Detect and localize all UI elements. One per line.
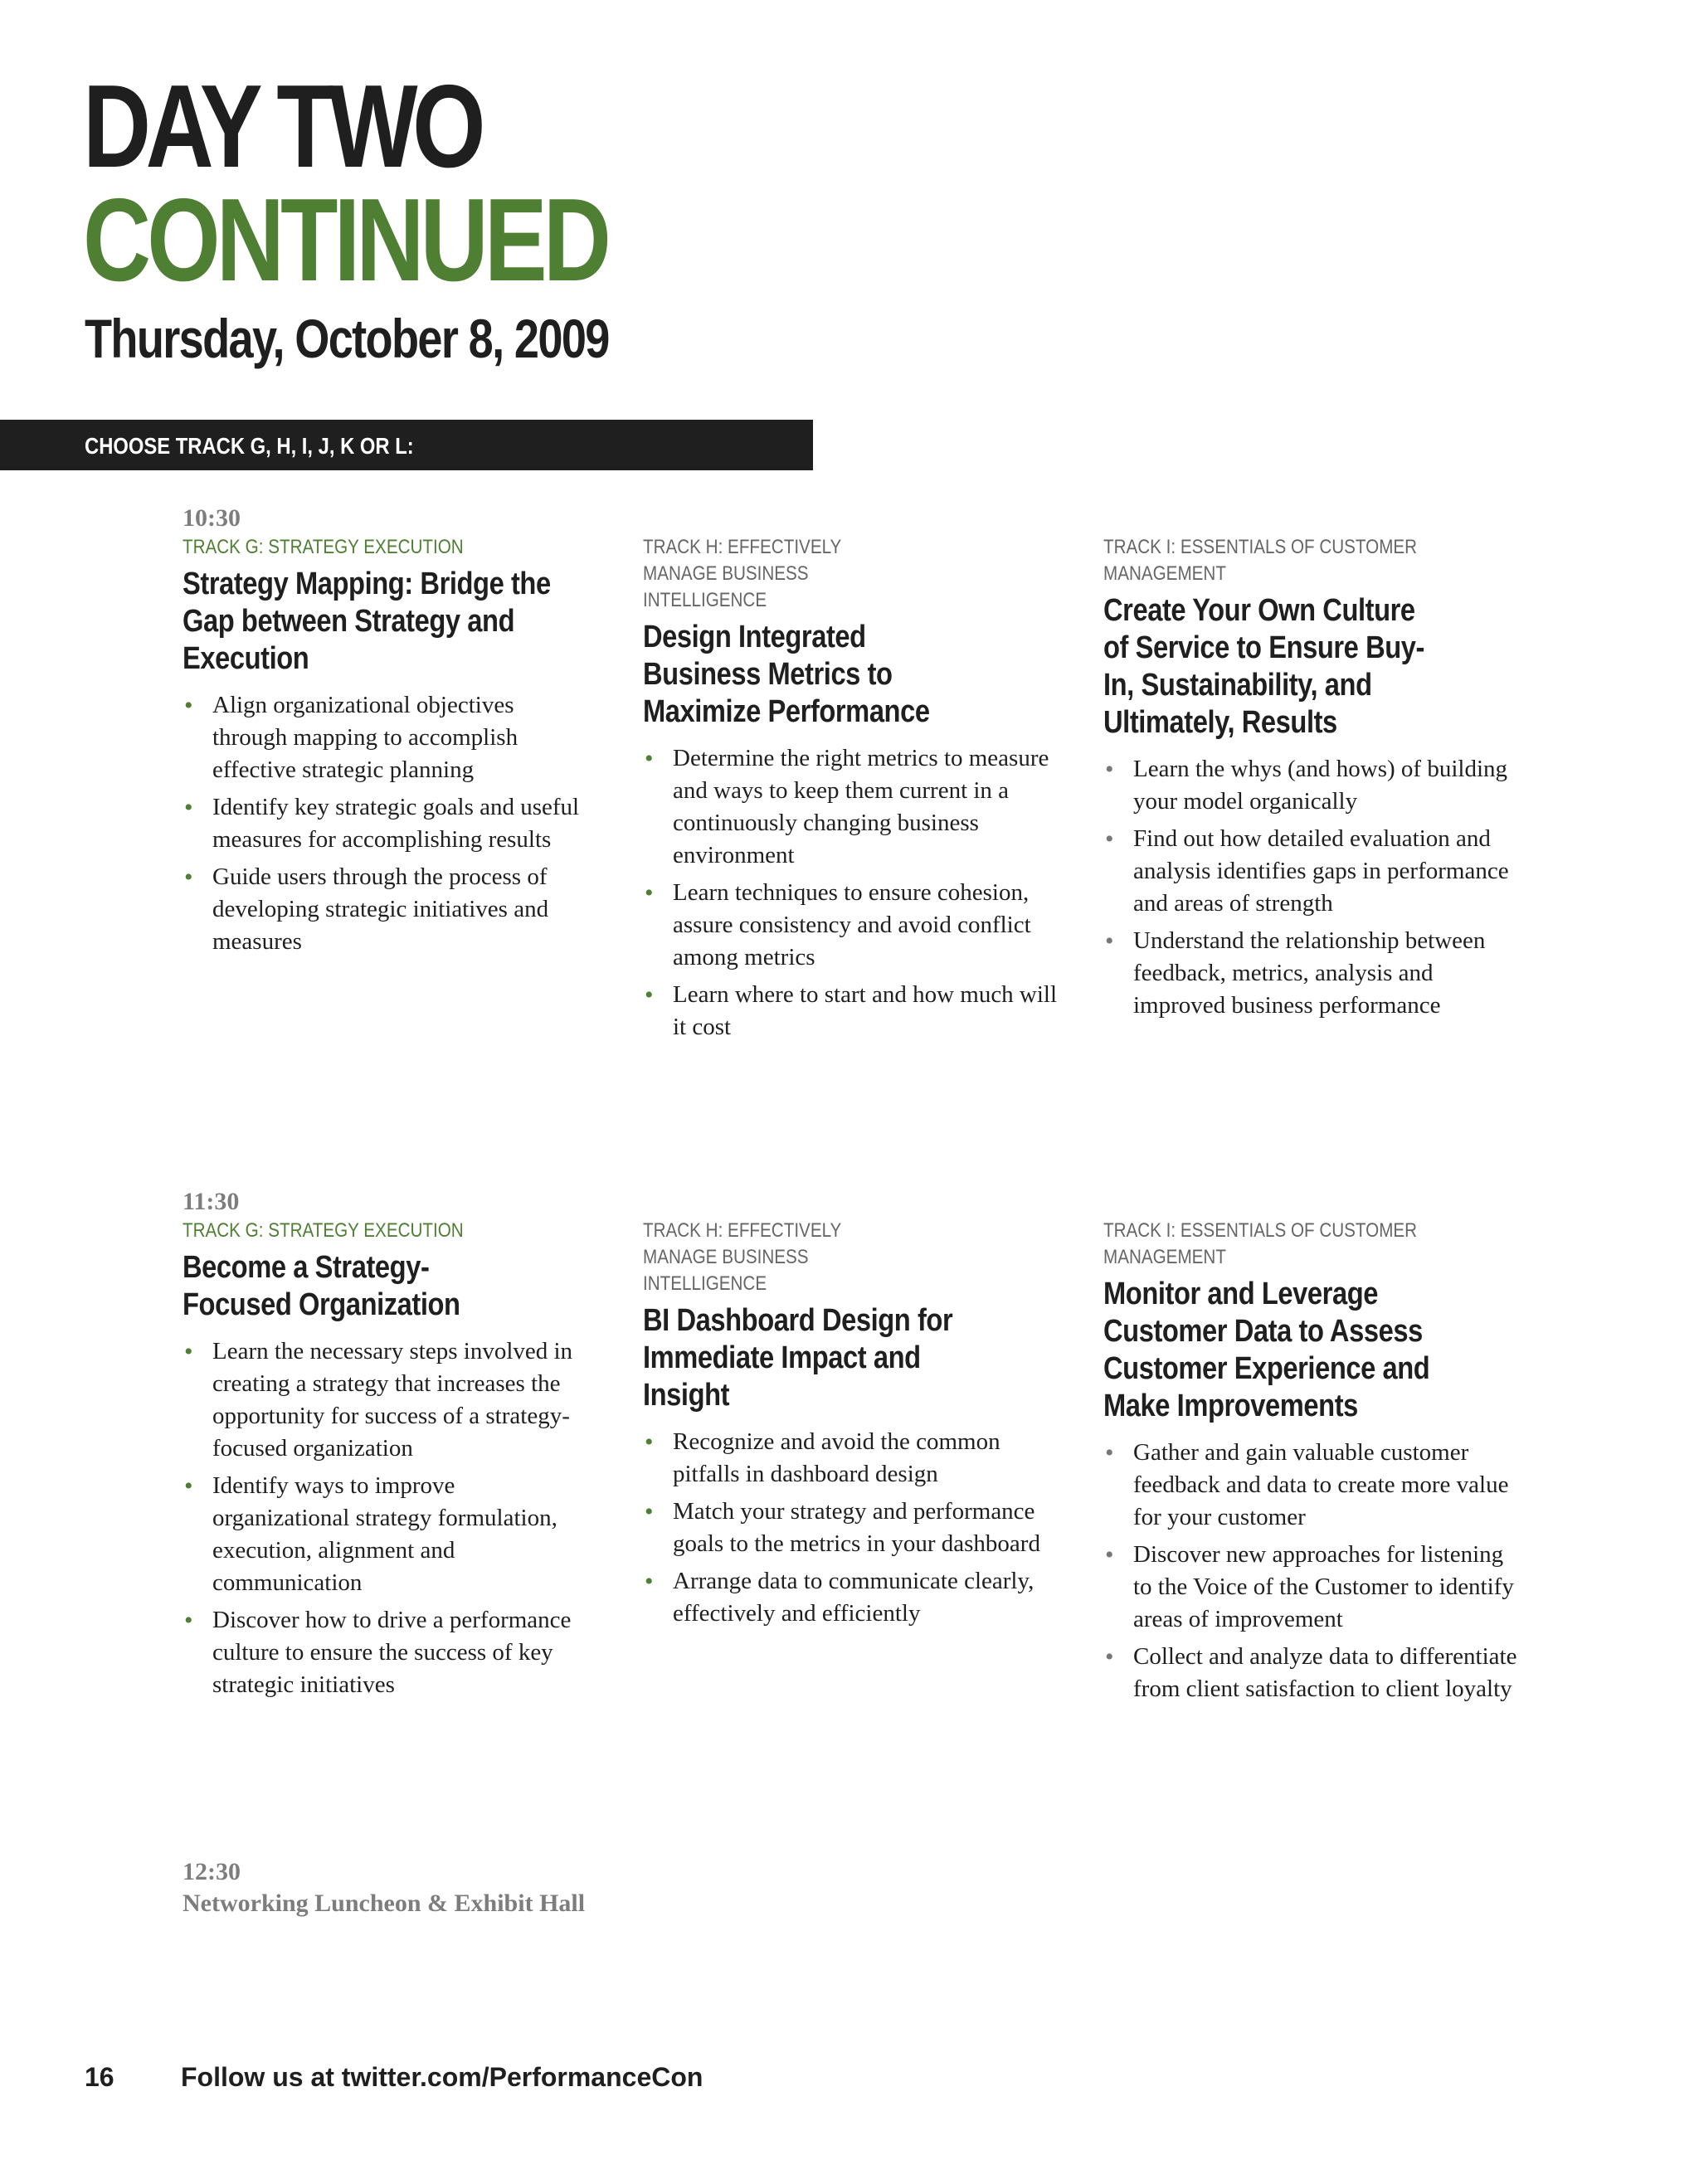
bullet-item: • Understand the relationship between feedback, metrics, analysis and improved business performance (1103, 925, 1518, 1022)
track-label: TRACK I: ESSENTIALS OF CUSTOMER MANAGEMENT (1103, 1219, 1418, 1268)
bullet-list (1103, 753, 1518, 1022)
bullet-item: • Learn where to start and how much will it cost (643, 979, 1058, 1043)
session-column-track-g (183, 1218, 597, 1706)
bullet-item: • Discover new approaches for listening to the Voice of the Customer to identify areas of improvement (1103, 1539, 1526, 1636)
page-number: 16 (85, 2062, 114, 2092)
session-title: Strategy Mapping: Bridge the Gap between Strategy and Execution (183, 567, 551, 676)
session-column-track-i (1103, 534, 1518, 1027)
session-title: BI Dashboard Design for Immediate Impact and Insight (643, 1303, 953, 1413)
session-column-track-h (643, 534, 1058, 1048)
session-column-track-h (643, 1218, 1058, 1635)
bullet-list (183, 1335, 597, 1701)
bullet-item: • Learn techniques to ensure cohesion, assure consistency and avoid conflict among metrics (643, 877, 1058, 974)
session-title: Monitor and Leverage Customer Data to Assess Customer Experience and Make Improvements (1103, 1277, 1430, 1423)
session-title: Become a Strategy-Focused Organization (183, 1250, 460, 1322)
page-title-day-two: DAY TWO (83, 61, 481, 192)
bullet-list (183, 689, 581, 958)
bullet-item: • Learn the whys (and hows) of building your model organically (1103, 753, 1518, 818)
bullet-item: • Determine the right metrics to measure and ways to keep them current in a continuously changing business environment (643, 742, 1058, 872)
bullet-item: • Arrange data to communicate clearly, effectively and efficiently (643, 1565, 1058, 1630)
bullet-item: • Match your strategy and performance goals to the metrics in your dashboard (643, 1496, 1058, 1560)
bullet-item: • Align organizational objectives through mapping to accomplish effective strategic planning (183, 689, 581, 786)
page-title-continued: CONTINUED (83, 174, 608, 306)
bullet-item: • Identify key strategic goals and useful measures for accomplishing results (183, 791, 581, 856)
bullet-item: • Guide users through the process of developing strategic initiatives and measures (183, 861, 581, 958)
track-label: TRACK I: ESSENTIALS OF CUSTOMER MANAGEMENT (1103, 536, 1418, 585)
bullet-list (643, 742, 1058, 1043)
bullet-item: • Recognize and avoid the common pitfalls in dashboard design (643, 1426, 1058, 1491)
bullet-item: • Learn the necessary steps involved in creating a strategy that increases the opportunity for success of a strategy-focused organization (183, 1335, 597, 1465)
session-time: 11:30 (183, 1188, 240, 1215)
bullet-list (643, 1426, 1058, 1630)
track-label: TRACK H: EFFECTIVELY MANAGE BUSINESS INTELLIGENCE (643, 1219, 841, 1295)
track-label: TRACK H: EFFECTIVELY MANAGE BUSINESS INTELLIGENCE (643, 536, 841, 611)
track-label: TRACK G: STRATEGY EXECUTION (183, 1219, 464, 1242)
session-title: Design Integrated Business Metrics to Maximize Performance (643, 620, 930, 729)
session-column-track-g (183, 534, 581, 963)
choose-track-banner (0, 420, 813, 470)
choose-track-label: CHOOSE TRACK G, H, I, J, K OR L: (85, 433, 414, 459)
session-column-track-i (1103, 1218, 1526, 1710)
event-date: Thursday, October 8, 2009 (85, 308, 609, 369)
lunch-label: Networking Luncheon & Exhibit Hall (183, 1890, 586, 1917)
lunch-time: 12:30 (183, 1858, 241, 1885)
bullet-item: • Collect and analyze data to differentiate from client satisfaction to client loyalty (1103, 1641, 1526, 1705)
session-title: Create Your Own Culture of Service to Ensure Buy-In, Sustainability, and Ultimately, Results (1103, 593, 1424, 740)
bullet-item: • Find out how detailed evaluation and analysis identifies gaps in performance and areas of strength (1103, 823, 1518, 920)
bullet-item: • Identify ways to improve organizational strategy formulation, execution, alignment and communication (183, 1470, 597, 1599)
twitter-follow-text: Follow us at twitter.com/PerformanceCon (181, 2062, 703, 2092)
bullet-item: • Discover how to drive a performance culture to ensure the success of key strategic initiatives (183, 1604, 597, 1701)
bullet-list (1103, 1437, 1526, 1705)
session-time: 10:30 (183, 504, 241, 532)
track-label: TRACK G: STRATEGY EXECUTION (183, 536, 464, 558)
bullet-item: • Gather and gain valuable customer feedback and data to create more value for your customer (1103, 1437, 1526, 1534)
